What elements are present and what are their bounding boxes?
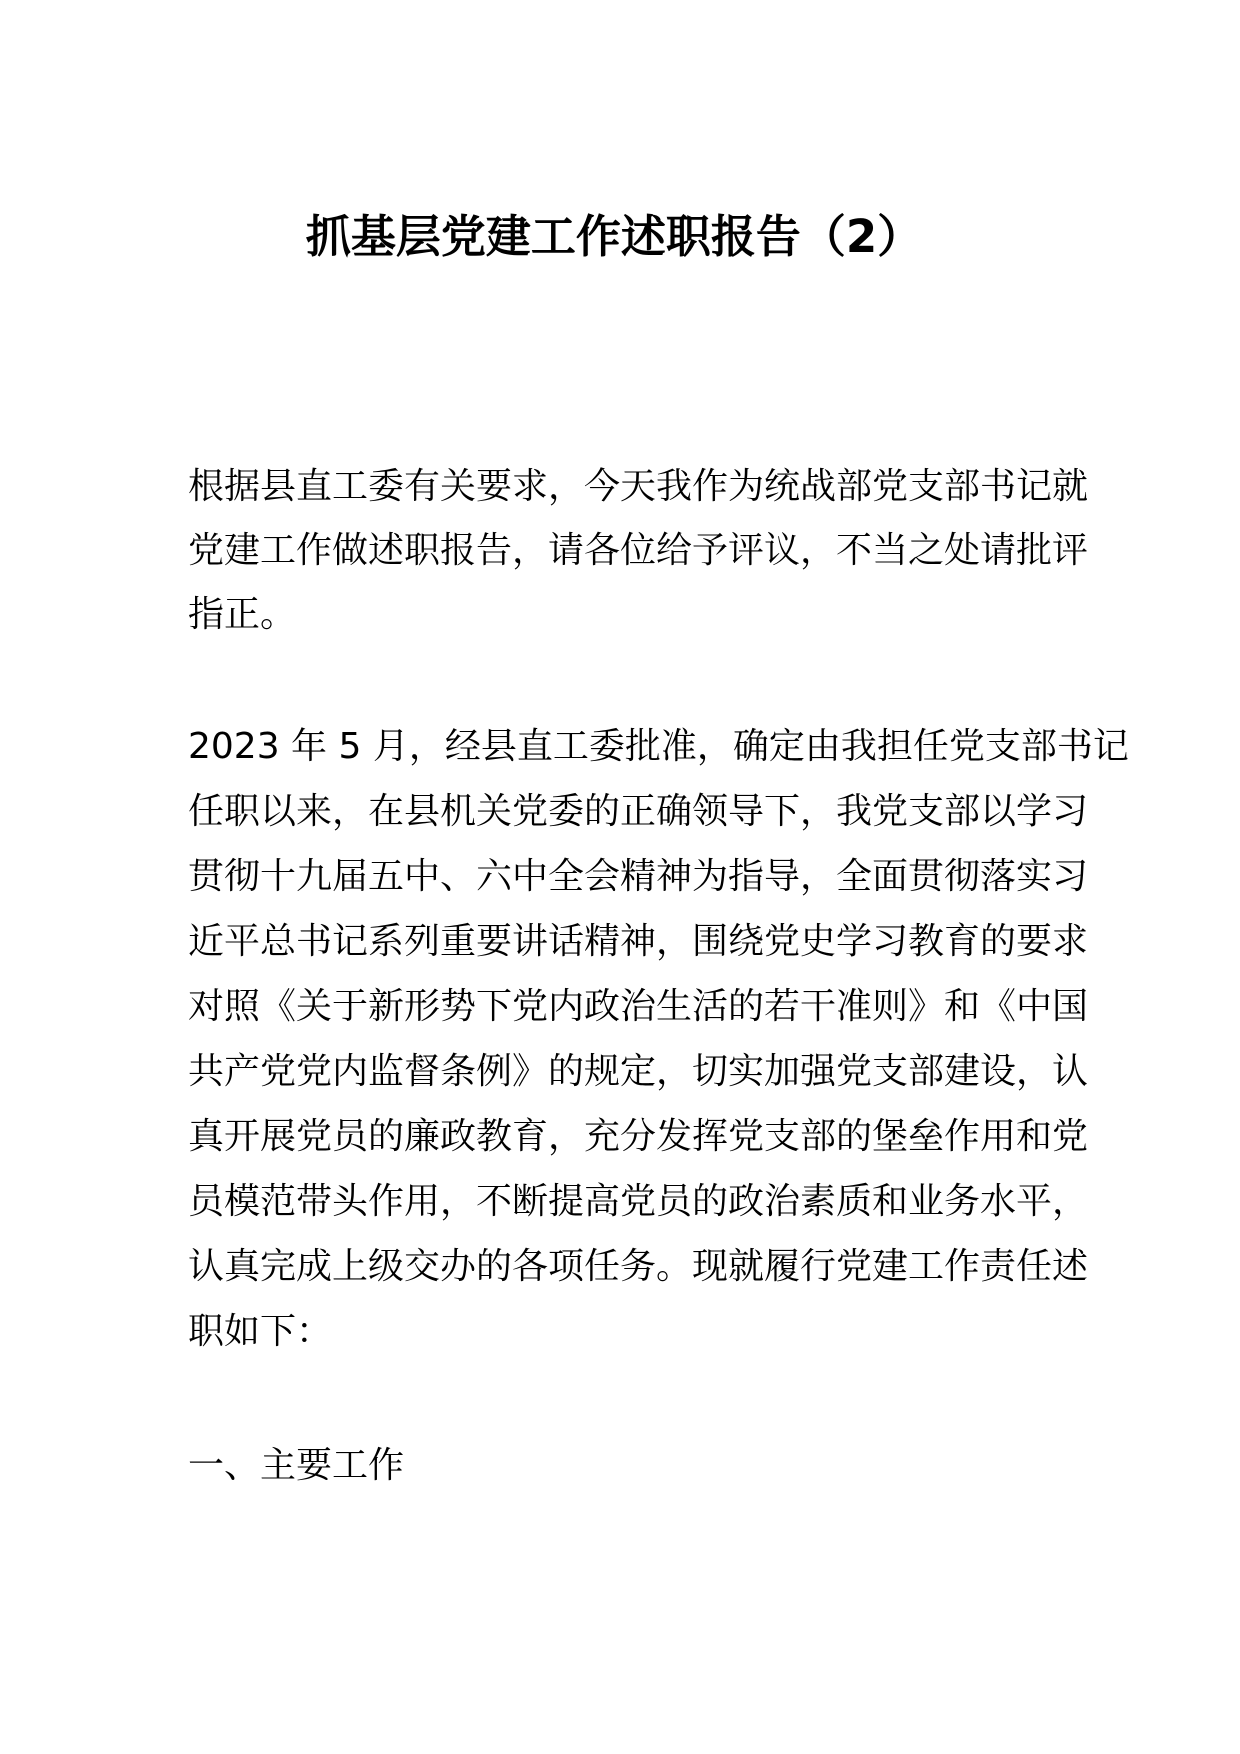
text-line: 共产党党内监督条例》的规定，切实加强党支部建设，认	[188, 1051, 1089, 1092]
text-line: 党建工作做述职报告，请各位给予评议，不当之处请批评	[188, 530, 1089, 571]
document-title: 抓基层党建工作述职报告（2）	[305, 210, 923, 263]
text-line: 员模范带头作用，不断提高党员的政治素质和业务水平，	[188, 1181, 1089, 1222]
text-line: 2023 年 5 月，经县直工委批准，确定由我担任党支部书记	[188, 726, 1129, 767]
text-line: 近平总书记系列重要讲话精神，围绕党史学习教育的要求	[188, 921, 1089, 962]
text-line: 根据县直工委有关要求，今天我作为统战部党支部书记就	[188, 466, 1089, 507]
text-line: 贯彻十九届五中、六中全会精神为指导，全面贯彻落实习	[188, 856, 1089, 897]
text-line: 职如下：	[188, 1311, 333, 1352]
text-line: 真开展党员的廉政教育，充分发挥党支部的堡垒作用和党	[188, 1116, 1089, 1157]
text-line: 任职以来，在县机关党委的正确领导下，我党支部以学习	[188, 791, 1089, 832]
text-line: 认真完成上级交办的各项任务。现就履行党建工作责任述	[188, 1246, 1089, 1287]
text-line: 对照《关于新形势下党内政治生活的若干准则》和《中国	[188, 986, 1089, 1027]
text-line: 指正。	[188, 594, 297, 635]
section-heading: 一、主要工作	[188, 1445, 405, 1486]
